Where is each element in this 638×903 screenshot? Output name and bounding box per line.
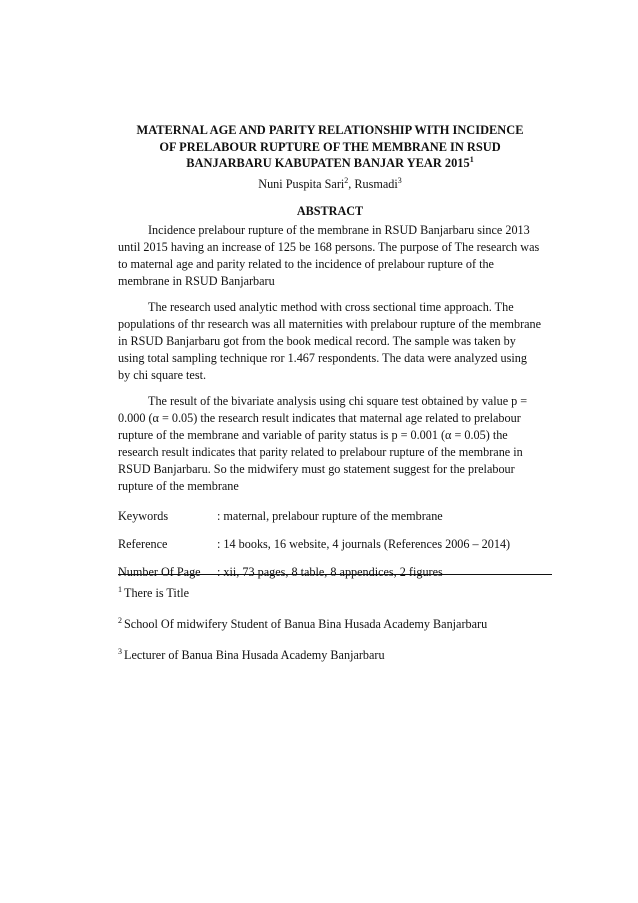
meta-key: Number Of Page	[118, 565, 201, 579]
abstract-heading: ABSTRACT	[296, 204, 364, 218]
footnotes	[118, 582, 548, 675]
meta-row-keywords	[118, 508, 552, 524]
footnote-text: School Of midwifery Student of Banua Bina Husada Academy Banjarbaru	[124, 617, 488, 632]
metadata-block	[118, 508, 552, 580]
abstract-paragraph-2: The research used analytic method with cross sectional time approach. The populations of thr research was all maternities with prelabour rupture of the membrane in RSUD Banjarbaru got from the book medical record. The sample was taken by using total sampling technique ror 1.467 respondents. The data were analyzed using by chi square test.	[118, 300, 542, 382]
meta-value: : 14 books, 16 website, 4 journals (References 2006 – 2014)	[217, 537, 511, 551]
title-line-1: MATERNAL AGE AND PARITY RELATIONSHIP WITH INCIDENCE	[136, 123, 524, 137]
footnote-divider	[118, 574, 552, 575]
author-2: Rusmadi	[354, 177, 398, 191]
footnote-text: Lecturer of Banua Bina Husada Academy Banjarbaru	[124, 648, 385, 663]
footnote-text: There is Title	[124, 586, 190, 601]
meta-row-pages	[118, 564, 552, 580]
paper-title	[118, 122, 542, 172]
title-line-3-text: BANJARBARU KABUPATEN BANJAR YEAR 2015	[186, 156, 470, 171]
footnote-3	[118, 644, 548, 663]
meta-key: Reference	[118, 537, 168, 551]
title-line-3	[118, 155, 542, 172]
abstract-body	[118, 222, 542, 504]
footnote-1	[118, 582, 548, 601]
meta-value: : maternal, prelabour rupture of the membrane	[217, 509, 443, 523]
footnote-2	[118, 613, 548, 632]
footnote-number: 3	[118, 647, 122, 657]
author-separator: ,	[348, 177, 355, 191]
meta-key: Keywords	[118, 509, 169, 523]
author-line	[118, 176, 542, 192]
author-1-marker: 2	[344, 175, 349, 185]
author-1: Nuni Puspita Sari	[258, 177, 345, 191]
meta-value: : xii, 73 pages, 8 table, 8 appendices, 2 figures	[217, 565, 443, 579]
meta-row-reference	[118, 536, 552, 552]
abstract-paragraph-3: The result of the bivariate analysis using chi square test obtained by value p = 0.000 (α = 0.05) the research result indicates that maternal age related to prelabour rupture of the membrane and variable of parity status is p = 0.001 (α = 0.05) the research result indicates that parity related to prelabour rupture of the membrane in RSUD Banjarbaru. So the midwifery must go statement suggest for the prelabour rupture of the membrane	[118, 394, 528, 493]
title-footnote-marker: 1	[469, 155, 474, 165]
footnote-number: 2	[118, 616, 122, 626]
abstract-paragraph-1: Incidence prelabour rupture of the membrane in RSUD Banjarbaru since 2013 until 2015 having an increase of 125 be 168 persons. The purpose of The research was to maternal age and parity related to the incidence of prelabour rupture of the membrane in RSUD Banjarbaru	[118, 223, 540, 288]
title-line-2: OF PRELABOUR RUPTURE OF THE MEMBRANE IN RSUD	[159, 139, 501, 154]
footnote-number: 1	[118, 585, 122, 594]
author-2-marker: 3	[397, 175, 402, 185]
